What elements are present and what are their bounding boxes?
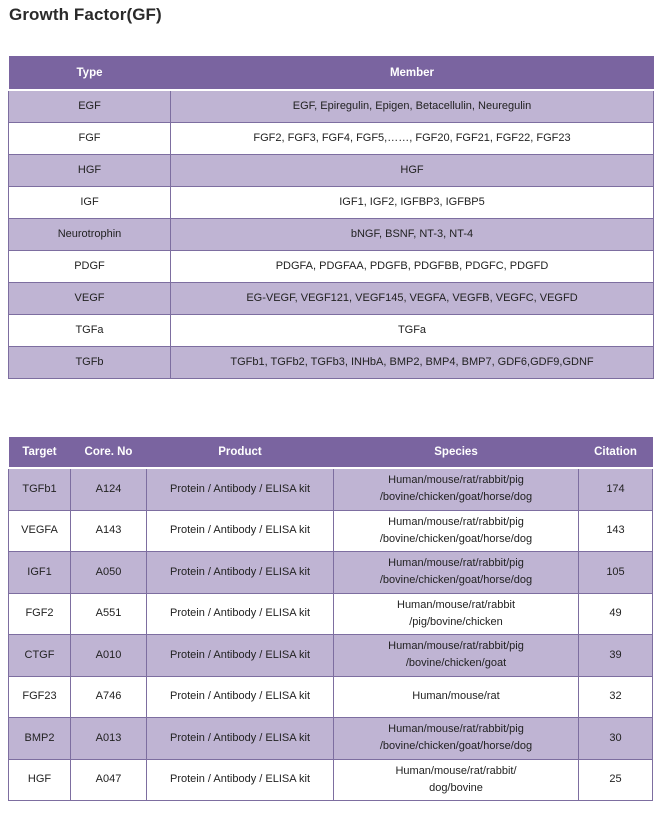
species-line-2: /bovine/chicken/goat/horse/dog xyxy=(379,532,533,545)
cell-core-no: A047 xyxy=(71,759,147,801)
cell-core-no: A551 xyxy=(71,593,147,635)
cell-product: Protein / Antibody / ELISA kit xyxy=(147,718,334,760)
table-row xyxy=(9,187,654,219)
species-line-2: /bovine/chicken/goat/horse/dog xyxy=(379,740,533,753)
cell-target: BMP2 xyxy=(9,718,71,760)
cell-product: Protein / Antibody / ELISA kit xyxy=(147,593,334,635)
cell-citation: 174 xyxy=(579,468,653,510)
cell-core-no: A124 xyxy=(71,468,147,510)
cell-citation: 32 xyxy=(579,676,653,718)
cell-target: FGF2 xyxy=(9,593,71,635)
cell-product: Protein / Antibody / ELISA kit xyxy=(147,510,334,552)
cell-citation: 143 xyxy=(579,510,653,552)
cell-core-no: A050 xyxy=(71,552,147,594)
growth-factor-table xyxy=(8,56,654,379)
species-line-1: Human/mouse/rat/rabbit/pig xyxy=(388,640,524,653)
cell-citation: 30 xyxy=(579,718,653,760)
cell-member: IGF1, IGF2, IGFBP3, IGFBP5 xyxy=(171,187,654,219)
table-row xyxy=(9,635,653,677)
table-row xyxy=(9,90,654,123)
cell-member: HGF xyxy=(171,155,654,187)
cell-member: TGFa xyxy=(171,315,654,347)
species-line-1: Human/mouse/rat/rabbit/pig xyxy=(388,723,524,736)
cell-target: VEGFA xyxy=(9,510,71,552)
cell-species xyxy=(334,468,579,510)
cell-product: Protein / Antibody / ELISA kit xyxy=(147,635,334,677)
table-row xyxy=(9,552,653,594)
table-row xyxy=(9,347,654,379)
column-header-target: Target xyxy=(9,437,71,468)
table-row xyxy=(9,468,653,510)
cell-product: Protein / Antibody / ELISA kit xyxy=(147,676,334,718)
cell-target: HGF xyxy=(9,759,71,801)
table-row xyxy=(9,593,653,635)
cell-product: Protein / Antibody / ELISA kit xyxy=(147,759,334,801)
cell-species xyxy=(334,510,579,552)
table-row xyxy=(9,155,654,187)
cell-type: FGF xyxy=(9,123,171,155)
cell-product: Protein / Antibody / ELISA kit xyxy=(147,468,334,510)
cell-type: TGFa xyxy=(9,315,171,347)
species-line-2: /pig/bovine/chicken xyxy=(409,615,503,628)
table-row xyxy=(9,718,653,760)
table-row xyxy=(9,510,653,552)
species-line-2: /bovine/chicken/goat xyxy=(405,657,507,670)
table-row xyxy=(9,676,653,718)
cell-core-no: A746 xyxy=(71,676,147,718)
page-title: Growth Factor(GF) xyxy=(9,5,162,24)
cell-member: bNGF, BSNF, NT-3, NT-4 xyxy=(171,219,654,251)
table-row xyxy=(9,123,654,155)
table-header-row xyxy=(9,437,653,468)
cell-species xyxy=(334,593,579,635)
species-line-1: Human/mouse/rat/rabbit/pig xyxy=(388,515,524,528)
cell-citation: 105 xyxy=(579,552,653,594)
cell-citation: 49 xyxy=(579,593,653,635)
cell-type: PDGF xyxy=(9,251,171,283)
species-line-1: Human/mouse/rat xyxy=(412,690,500,703)
species-line-1: Human/mouse/rat/rabbit xyxy=(397,598,515,611)
table-row xyxy=(9,315,654,347)
column-header-member: Member xyxy=(171,56,654,90)
cell-species xyxy=(334,552,579,594)
cell-citation: 39 xyxy=(579,635,653,677)
cell-type: VEGF xyxy=(9,283,171,315)
species-line-1: Human/mouse/rat/rabbit/ xyxy=(395,764,517,777)
cell-type: TGFb xyxy=(9,347,171,379)
cell-core-no: A010 xyxy=(71,635,147,677)
column-header-type: Type xyxy=(9,56,171,90)
cell-species xyxy=(334,718,579,760)
product-table xyxy=(8,437,653,801)
cell-member: TGFb1, TGFb2, TGFb3, INHbA, BMP2, BMP4, BMP7, GDF6,GDF9,GDNF xyxy=(171,347,654,379)
column-header-core-no: Core. No xyxy=(71,437,147,468)
cell-product: Protein / Antibody / ELISA kit xyxy=(147,552,334,594)
cell-type: HGF xyxy=(9,155,171,187)
species-line-2: /bovine/chicken/goat/horse/dog xyxy=(379,491,533,504)
table-row xyxy=(9,283,654,315)
column-header-citation: Citation xyxy=(579,437,653,468)
cell-target: TGFb1 xyxy=(9,468,71,510)
species-line-1: Human/mouse/rat/rabbit/pig xyxy=(388,474,524,487)
cell-type: Neurotrophin xyxy=(9,219,171,251)
species-line-1: Human/mouse/rat/rabbit/pig xyxy=(388,557,524,570)
table-header-row xyxy=(9,56,654,90)
cell-target: CTGF xyxy=(9,635,71,677)
cell-member: EGF, Epiregulin, Epigen, Betacellulin, Neuregulin xyxy=(171,90,654,123)
cell-member: EG-VEGF, VEGF121, VEGF145, VEGFA, VEGFB, VEGFC, VEGFD xyxy=(171,283,654,315)
cell-citation: 25 xyxy=(579,759,653,801)
cell-type: IGF xyxy=(9,187,171,219)
cell-target: FGF23 xyxy=(9,676,71,718)
species-line-2: dog/bovine xyxy=(429,781,483,794)
cell-species xyxy=(334,759,579,801)
column-header-species: Species xyxy=(334,437,579,468)
cell-species xyxy=(334,635,579,677)
cell-species xyxy=(334,676,579,718)
table-row xyxy=(9,219,654,251)
cell-member: PDGFA, PDGFAA, PDGFB, PDGFBB, PDGFC, PDGFD xyxy=(171,251,654,283)
cell-type: EGF xyxy=(9,90,171,123)
table-row xyxy=(9,759,653,801)
cell-member: FGF2, FGF3, FGF4, FGF5,……, FGF20, FGF21, FGF22, FGF23 xyxy=(171,123,654,155)
table-row xyxy=(9,251,654,283)
cell-core-no: A013 xyxy=(71,718,147,760)
column-header-product: Product xyxy=(147,437,334,468)
cell-target: IGF1 xyxy=(9,552,71,594)
species-line-2: /bovine/chicken/goat/horse/dog xyxy=(379,574,533,587)
cell-core-no: A143 xyxy=(71,510,147,552)
